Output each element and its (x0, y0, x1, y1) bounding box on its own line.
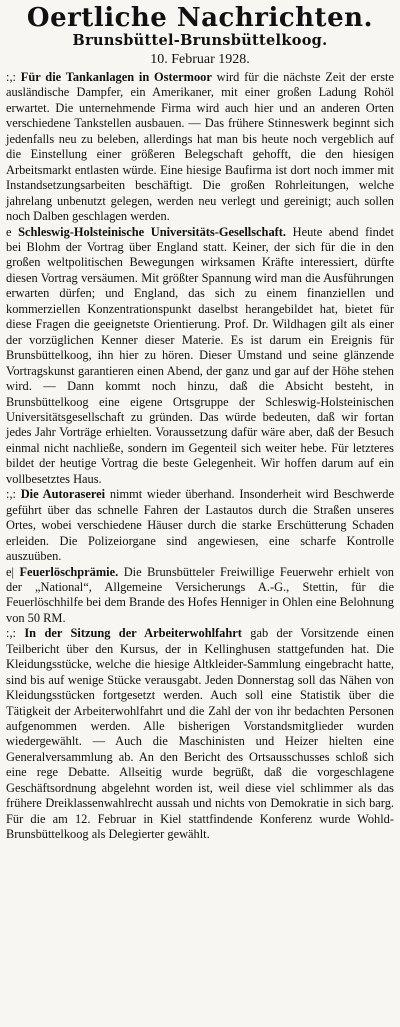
article-lead: In der Sitzung der Arbeiterwohlfahrt (24, 626, 242, 641)
section-subheadline: Brunsbüttel-Brunsbüttelkoog. (72, 32, 328, 49)
article-list (6, 70, 394, 843)
dateline: 10. Februar 1928. (150, 52, 250, 67)
article-feuerloeschpraemie (6, 565, 394, 627)
article-marker: e| (6, 564, 14, 579)
article-lead: Schleswig-Holsteinische Universitäts-Gesellschaft. (18, 224, 286, 239)
section-headline: Oertliche Nachrichten. (26, 3, 374, 33)
article-marker: :,: (6, 487, 16, 502)
article-body: Heute abend findet bei Blohm der Vortrag über England statt. Keiner, der sich für die in den großen weltpolitischen Bewegungen wirksamen Kräfte interessiert, dürfte diesen Vortrag versäumen. Mit größter Spannung wird man die Ausführungen erwarten dürfen; und England, das sich zu einem finanziellen und kommerziellen Konzentrationspunkt daselbst herangebildet hat, bietet für diese Fragen die geeignetste Orientierung. Prof. Dr. Wildhagen gilt als einer der vorzüglichen Kenner dieser Materie. Es ist darum ein Ereignis für Brunsbüttelkoog, ihn hier zu hören. Dieser Umstand und seine glänzende Vortragskunst garantieren einen Abend, der ganz und gar auf der Höhe stehen wird. — Dann kommt noch hinzu, daß die Absicht besteht, in Brunsbüttelkoog eine eigene Ortsgruppe der Schleswig-Holsteinischen Universitätsgesellschaft zu gründen. Das würde bedeuten, daß wir fortan jedes Jahr Vorträge erhielten. Voraussetzung dafür wäre aber, daß der Besuch einmal nicht nachließe, sondern im Gegenteil sich weiter hebe. Für letzteres bildet der heutige Vortrag die beste Gelegenheit. Wir hoffen darum auf ein vollbesetztes Haus. (6, 224, 394, 486)
article-lead: Die Autoraserei (20, 487, 106, 502)
article-body: gab der Vorsitzende einen Teilbericht über den Kursus, der in Kellinghusen stattgefunden hat. Die Kleidungsstücke, welche die hiesige Altkleider-Sammlung eingebracht hatte, sind bis auf wenige Stücke verausgabt. Jeden Donnerstag soll das Nähen von Kleidungsstücken fortgesetzt werden. Auch soll eine Statistik über die Tätigkeit der Arbeiterwohlfahrt und die Zahl der von ihr bedachten Personen aufgenommen werden. Alle bisherigen Vorstandsmitglieder wurden wiedergewählt. — Auch die Maschinisten und Heizer hielten eine Generalversammlung ab. An den Bericht des Ortsausschusses schloß sich eine rege Debatte. Allseitig wurde begrüßt, daß die vorgeschlagene Geschäftsordnung abgelehnt worden ist, weil diese viel schlimmer als das frühere Dreiklassenwahlrecht aussah und nichts von Demokratie in sich barg. Für die am 12. Februar in Kiel stattfindende Konferenz wurde Wohld-Brunsbüttelkoog als Delegierter gewählt. (6, 626, 394, 842)
article-arbeiterwohlfahrt (6, 626, 394, 842)
article-tankanlagen (6, 70, 394, 225)
article-body: nimmt wieder überhand. Insonderheit wird Beschwerde geführt über das schnelle Fahren der Lastautos durch die Straßen unseres Ortes, wobei verschiedene Häuser durch die starke Erschütterung Schaden erleiden. Die Polizeiorgane sind angewiesen, eine scharfe Kontrolle auszuüben. (6, 487, 394, 564)
article-lead: Feuerlöschprämie. (19, 564, 119, 579)
article-universitaets-gesellschaft (6, 225, 394, 488)
article-body: wird für die nächste Zeit der erste ausländische Dampfer, ein Amerikaner, mit einer großen Ladung Rohöl erwartet. Die unternehmende Firma wird auch hier und an anderen Orten verschiedene Tankstellen ausbauen. — Das frühere Stinneswerk beginnt sich jedenfalls neu zu beleben, allerdings hat man bis heute noch vergeblich auf die Einstellung einer größeren Belegschaft gehofft, die den hiesigen Arbeitsmarkt entlasten würde. Eine hiesige Baufirma ist dort noch immer mit Instandsetzungsarbeiten beschäftigt. Die großen Rohrleitungen, welche jahrelang unbenutzt gelegen, werden neu verlegt und gereinigt; auch sollen noch Dalben geschlagen werden. (6, 70, 394, 224)
article-body: Die Brunsbütteler Freiwillige Feuerwehr erhielt von der „National“, Allgemeine Versicherungs A.-G., Stettin, für die Feuerlöschhilfe bei dem Brande des Hofes Henniger in Ohlen eine Belohnung von 50 RM. (6, 564, 394, 625)
masthead (6, 4, 394, 68)
article-marker: :,: (6, 70, 16, 84)
article-marker: :,: (6, 626, 16, 641)
article-autoraserei (6, 487, 394, 564)
article-lead: Für die Tankanlagen in Ostermoor (20, 70, 212, 84)
article-marker: e (6, 224, 12, 239)
